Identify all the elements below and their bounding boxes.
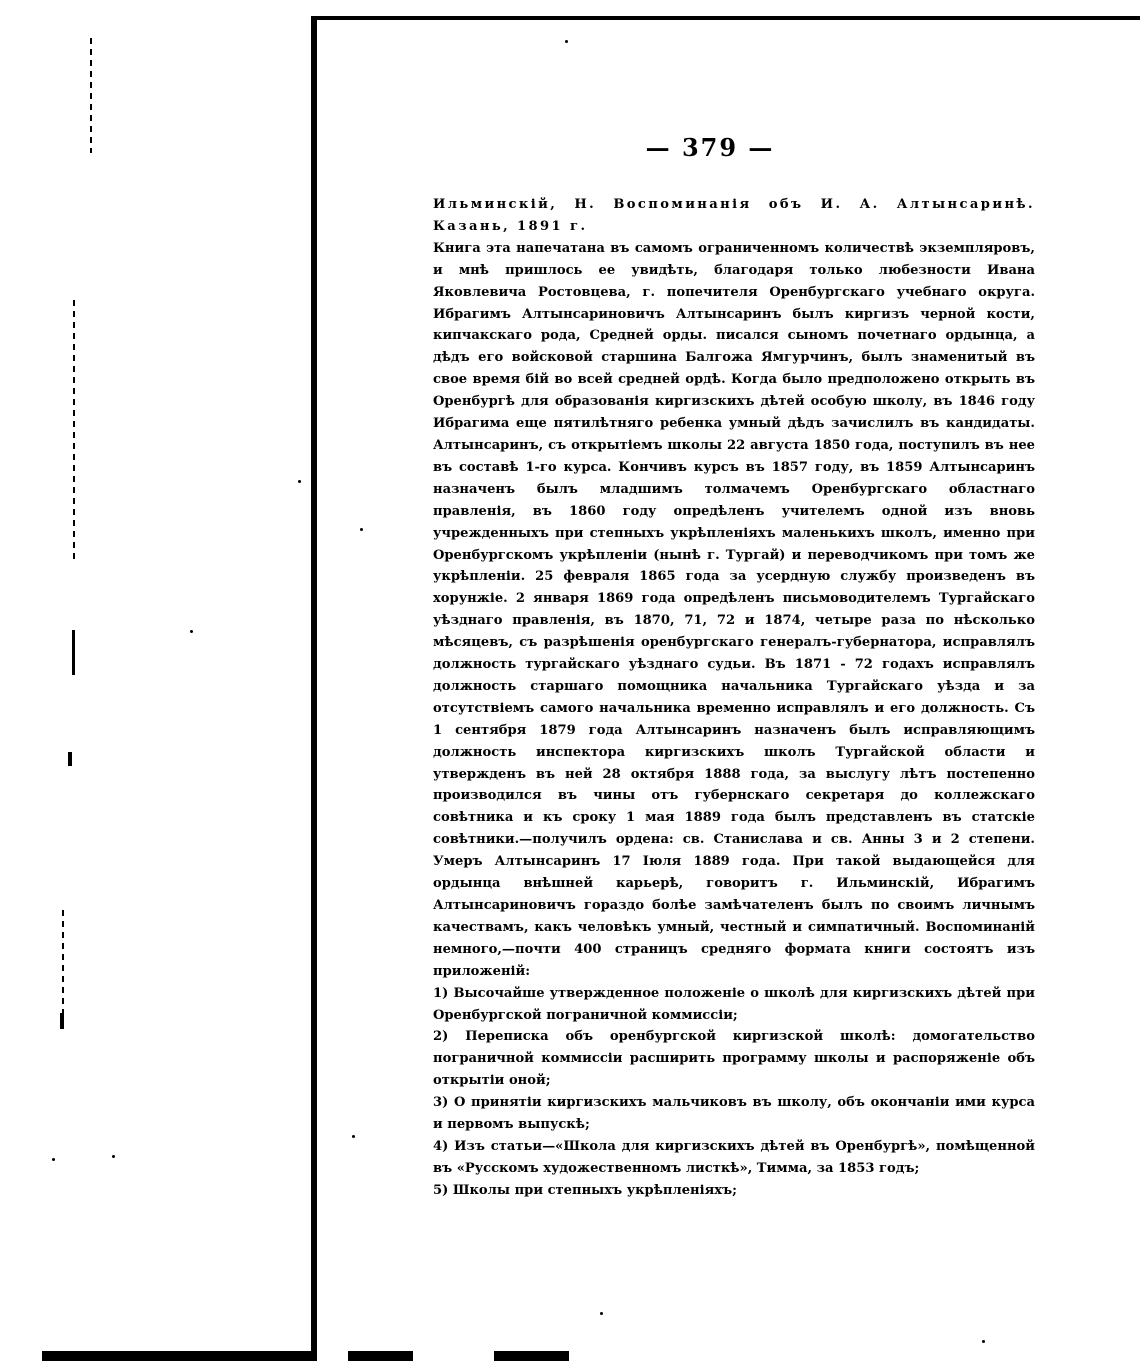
scan-artifact-left-dash bbox=[90, 38, 92, 153]
scan-artifact-mark bbox=[60, 1013, 64, 1029]
page-top-border bbox=[311, 14, 1140, 24]
scan-artifact-speck bbox=[360, 528, 363, 531]
body-paragraph: Книга эта напечатана въ самомъ ограниченномъ количествѣ экземпляровъ, и мнѣ пришлось ее увидѣть, благодаря только любезности Ивана Яковлевича Ростовцева, г. попечителя Оренбургскаго учебнаго округа. Ибрагимъ Алтынсариновичъ Алтынсаринъ былъ киргизъ черной кости, кипчакскаго рода, Средней орды. писался сыномъ почетнаго ордынца, а дѣдъ его войсковой старшина Балгожа Ямгурчинъ, былъ знаменитый въ свое время бій во всей средней ордѣ. Когда было предположено открыть въ Оренбургѣ для образованія киргизскихъ дѣтей особую школу, въ 1846 году Ибрагима еще пятилѣтняго ребенка умный дѣдъ зачислилъ въ кандидаты. Алтынсаринъ, съ открытіемъ школы 22 августа 1850 года, поступилъ въ нее въ составѣ 1-го курса. Кончивъ курсъ въ 1857 году, въ 1859 Алтынсаринъ назначенъ былъ младшимъ толмачемъ Оренбургскаго областнаго правленія, въ 1860 году опредѣленъ учителемъ одной изъ вновь учрежденныхъ при степныхъ укрѣпленіяхъ маленькихъ школъ, именно при Оренбургскомъ укрѣпленіи (нынѣ г. Тургай) и переводчикомъ при томъ же укрѣпленіи. 25 февраля 1865 года за усердную службу произведенъ въ хорунжіе. 2 января 1869 года опредѣленъ письмоводителемъ Тургайскаго уѣзднаго правленія, въ 1870, 71, 72 и 1874, четыре раза по нѣсколько мѣсяцевъ, съ разрѣшенія оренбургскаго генералъ-губернатора, исправлялъ должность тургайскаго уѣзднаго судьи. Въ 1871 - 72 годахъ исправлялъ должность старшаго помощника начальника Тургайскаго уѣзда и за отсутствіемъ самого начальника временно исправлялъ и его должность. Съ 1 сентября 1879 года Алтынсаринъ назначенъ былъ исправляющимъ должность инспектора киргизскихъ школъ Тургайской области и утвержденъ въ ней 28 октября 1888 года, за выслугу лѣтъ постепенно производился въ чины отъ губернскаго секретаря до коллежскаго совѣтника и къ сроку 1 мая 1889 года былъ представленъ въ статскіе совѣтники.—получилъ ордена: св. Станислава и св. Анны 3 и 2 степени. Умеръ Алтынсаринъ 17 Іюля 1889 года. При такой выдающейся для ордынца внѣшней карьерѣ, говоритъ г. Ильминскій, Ибрагимъ Алтынсариновичъ гораздо болѣе замѣчателенъ былъ по своимъ личнымъ качествамъ, какъ человѣкъ умный, честный и симпатичный. Воспоминаній немного,—почти 400 страницъ средняго формата книги состоятъ изъ приложеній: bbox=[433, 240, 1035, 979]
scan-artifact-speck bbox=[600, 1312, 603, 1315]
scan-artifact-speck bbox=[112, 1155, 115, 1158]
text-column bbox=[433, 194, 1035, 1202]
scan-artifact-speck bbox=[352, 1135, 355, 1138]
scan-artifact-bottom-strip bbox=[348, 1351, 413, 1361]
appendix-list-item: 5) Школы при степныхъ укрѣпленіяхъ; bbox=[433, 1182, 737, 1198]
bibliographic-heading: Ильминскій, Н. Воспоминанія объ И. А. Алтынсаринѣ. Казань, 1891 г. bbox=[433, 197, 1035, 234]
scan-artifact-speck bbox=[298, 480, 301, 483]
appendix-list-item: 1) Высочайше утвержденное положеніе о школѣ для киргизскихъ дѣтей при Оренбургской пограничной коммиссіи; bbox=[433, 985, 1035, 1023]
scan-artifact-mark bbox=[72, 630, 75, 675]
scan-artifact-speck bbox=[565, 40, 568, 43]
appendix-list-item: 4) Изъ статьи—«Школа для киргизскихъ дѣтей въ Оренбургѣ», помѣщенной въ «Русскомъ художественномъ листкѣ», Тимма, за 1853 годъ; bbox=[433, 1138, 1035, 1176]
scan-artifact-mark bbox=[68, 752, 72, 766]
scan-artifact-bottom-strip bbox=[42, 1351, 312, 1361]
appendix-list-item: 3) О принятіи киргизскихъ мальчиковъ въ школу, объ окончаніи ими курса и первомъ выпускѣ; bbox=[433, 1095, 1035, 1133]
scan-artifact-bottom-strip bbox=[494, 1351, 569, 1361]
scan-artifact-speck bbox=[190, 630, 193, 633]
scan-artifact-left-dash bbox=[62, 910, 64, 1025]
appendix-list-item: 2) Переписка объ оренбургской киргизской школѣ: домогательство пограничной коммиссіи расширить программу школы и распоряженіе объ открытіи оной; bbox=[433, 1029, 1035, 1089]
scan-artifact-speck bbox=[52, 1158, 55, 1161]
scan-artifact-speck bbox=[982, 1340, 985, 1343]
page-left-border bbox=[311, 20, 317, 1361]
scan-artifact-left-dash bbox=[73, 300, 75, 560]
page-number: — 379 — bbox=[645, 133, 775, 162]
